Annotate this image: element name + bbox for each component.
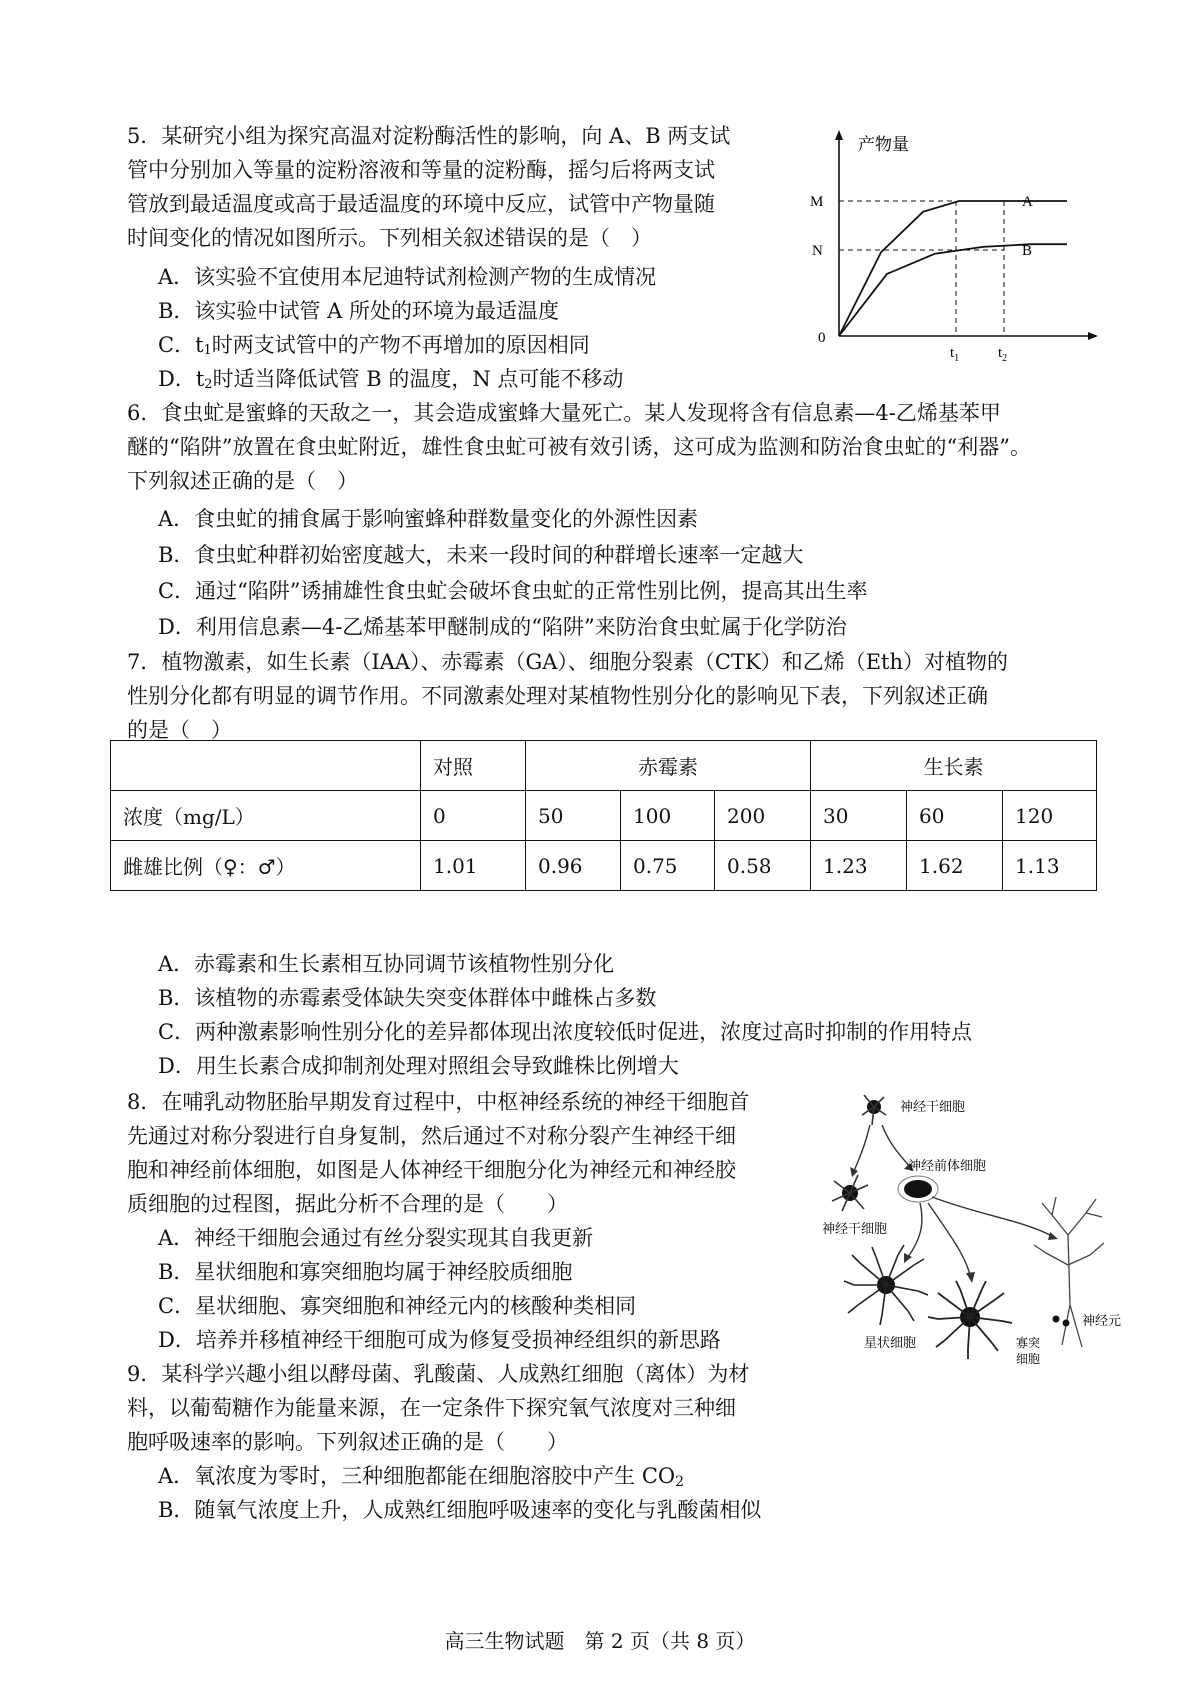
product-amount-chart [806, 128, 1106, 368]
table-cell: 雌雄比例（♀：♂） [111, 841, 421, 891]
page-footer: 高三生物试题 第 2 页（共 8 页） [444, 1629, 756, 1653]
q8-stem-line-2: 先通过对称分裂进行自身复制，然后通过不对称分裂产生神经干细 [127, 1124, 736, 1148]
tick-label-t1: $t_1$ [950, 345, 960, 364]
q8-option-d: D．培养并移植神经干细胞可成为修复受损神经组织的新思路 [158, 1328, 721, 1352]
table-header-cell: 生长素 [811, 741, 1097, 791]
q8-stem-line-4: 质细胞的过程图，据此分析不合理的是（ ） [127, 1192, 568, 1216]
table-cell: 浓度（mg/L） [111, 791, 421, 841]
neural-stem-cell-diagram [820, 1085, 1130, 1385]
label-stem-top: 神经干细胞 [900, 1100, 966, 1115]
q7-option-a: A．赤霉素和生长素相互协同调节该植物性别分化 [158, 952, 615, 976]
q6-option-a: A．食虫虻的捕食属于影响蜜蜂种群数量变化的外源性因素 [158, 507, 699, 531]
hormone-sex-ratio-table [110, 740, 1097, 891]
table-header-cell: 对照 [421, 741, 526, 791]
q9-stem-line-2: 料，以葡萄糖作为能量来源，在一定条件下探究氧气浓度对三种细 [127, 1396, 736, 1420]
label-stem-left: 神经干细胞 [822, 1222, 888, 1237]
table-row-sex-ratio [111, 841, 1097, 891]
q7-option-d: D．用生长素合成抑制剂处理对照组会导致雌株比例增大 [158, 1054, 679, 1078]
q5-stem-line-1: 5．某研究小组为探究高温对淀粉酶活性的影响，向 A、B 两支试 [127, 124, 731, 148]
q9-stem-line-3: 胞呼吸速率的影响。下列叙述正确的是（ ） [127, 1430, 568, 1454]
q7-option-b: B．该植物的赤霉素受体缺失突变体群体中雌株占多数 [158, 986, 657, 1010]
q5-option-a: A．该实验不宜使用本尼迪特试剂检测产物的生成情况 [158, 265, 657, 289]
table-header-cell [111, 741, 421, 791]
q7-stem-line-2: 性别分化都有明显的调节作用。不同激素处理对某植物性别分化的影响见下表，下列叙述正确 [127, 684, 988, 708]
q5-stem-line-3: 管放到最适温度或高于最适温度的环境中反应，试管中产物量随 [127, 192, 715, 216]
q8-option-c: C．星状细胞、寡突细胞和神经元内的核酸种类相同 [158, 1294, 637, 1318]
y-axis-arrow [835, 130, 843, 140]
neural-precursor-cell-icon [898, 1176, 938, 1202]
tick-label-t2: $t_2$ [998, 345, 1008, 364]
table-header-cell: 赤霉素 [526, 741, 811, 791]
tick-label-m: M [810, 194, 824, 210]
q9-stem-line-1: 9．某科学兴趣小组以酵母菌、乳酸菌、人成熟红细胞（离体）为材 [127, 1362, 750, 1386]
q8-stem-line-3: 胞和神经前体细胞，如图是人体神经干细胞分化为神经元和神经胶 [127, 1158, 736, 1182]
table-row-concentration [111, 791, 1097, 841]
table-cell: 1.01 [421, 841, 526, 891]
q6-option-d: D．利用信息素—4-乙烯基苯甲醚制成的“陷阱”来防治食虫虻属于化学防治 [158, 615, 847, 639]
y-axis-label: 产物量 [858, 135, 909, 154]
table-cell: 50 [526, 791, 621, 841]
x-axis-arrow [1088, 332, 1098, 340]
series-b-label: B [1022, 243, 1033, 259]
tick-label-n: N [812, 243, 823, 259]
q6-stem-line-3: 下列叙述正确的是（ ） [127, 469, 358, 493]
neural-stem-cell-left-icon [832, 1175, 868, 1211]
table-cell: 120 [1003, 791, 1097, 841]
q7-stem-line-1: 7．植物激素，如生长素（IAA）、赤霉素（GA）、细胞分裂素（CTK）和乙烯（Eth）对植物的 [127, 650, 1008, 674]
q6-stem-line-2: 醚的“陷阱”放置在食虫虻附近，雄性食虫虻可被有效引诱，这可成为监测和防治食虫虻的“利器”。 [127, 435, 1031, 459]
label-neuron: 神经元 [1082, 1314, 1122, 1329]
q5-option-c: C．$t_1$时两支试管中的产物不再增加的原因相同 [158, 333, 590, 358]
q7-stem-line-3: 的是（ ） [127, 718, 232, 742]
table-cell: 100 [621, 791, 715, 841]
q9-option-a: A．氧浓度为零时，三种细胞都能在细胞溶胶中产生 $CO_2$ [158, 1464, 685, 1490]
label-oligo-1: 寡突 [1016, 1336, 1041, 1350]
table-cell: 0 [421, 791, 526, 841]
neural-stem-cell-top-icon [862, 1095, 886, 1125]
q8-stem-line-1: 8．在哺乳动物胚胎早期发育过程中，中枢神经系统的神经干细胞首 [127, 1090, 750, 1114]
q9-option-b: B．随氧气浓度上升，人成熟红细胞呼吸速率的变化与乳酸菌相似 [158, 1498, 762, 1522]
astrocyte-icon [844, 1245, 928, 1325]
table-cell: 1.62 [907, 841, 1003, 891]
q5-stem-line-2: 管中分别加入等量的淀粉溶液和等量的淀粉酶，摇匀后将两支试 [127, 158, 715, 182]
q5-option-b: B．该实验中试管 A 所处的环境为最适温度 [158, 299, 559, 323]
oligodendrocyte-icon [928, 1281, 1012, 1359]
series-a-label: A [1022, 194, 1033, 210]
q6-option-b: B．食虫虻种群初始密度越大，未来一段时间的种群增长速率一定越大 [158, 543, 804, 567]
series-b-line [839, 244, 1067, 336]
table-cell: 0.58 [715, 841, 811, 891]
q6-stem-line-1: 6．食虫虻是蜜蜂的天敌之一，其会造成蜜蜂大量死亡。某人发现将含有信息素—4-乙烯基苯甲 [127, 401, 1001, 425]
q6-option-c: C．通过“陷阱”诱捕雄性食虫虻会破坏食虫虻的正常性别比例，提高其出生率 [158, 579, 868, 603]
origin-label: 0 [818, 330, 826, 346]
label-astrocyte: 星状细胞 [864, 1336, 917, 1351]
q8-option-a: A．神经干细胞会通过有丝分裂实现其自我更新 [158, 1226, 594, 1250]
label-oligo-2: 细胞 [1016, 1352, 1041, 1366]
table-cell: 1.23 [811, 841, 907, 891]
table-cell: 200 [715, 791, 811, 841]
series-a-line [839, 201, 1067, 336]
q5-option-d: D．$t_2$时适当降低试管 B 的温度，N 点可能不移动 [158, 367, 624, 392]
table-cell: 0.96 [526, 841, 621, 891]
q7-option-c: C．两种激素影响性别分化的差异都体现出浓度较低时促进，浓度过高时抑制的作用特点 [158, 1020, 973, 1044]
q5-stem-line-4: 时间变化的情况如图所示。下列相关叙述错误的是（ ） [127, 226, 652, 250]
table-cell: 30 [811, 791, 907, 841]
table-header-row [111, 741, 1097, 791]
table-cell: 60 [907, 791, 1003, 841]
q8-option-b: B．星状细胞和寡突细胞均属于神经胶质细胞 [158, 1260, 573, 1284]
table-cell: 0.75 [621, 841, 715, 891]
label-precursor: 神经前体细胞 [908, 1159, 987, 1174]
table-cell: 1.13 [1003, 841, 1097, 891]
